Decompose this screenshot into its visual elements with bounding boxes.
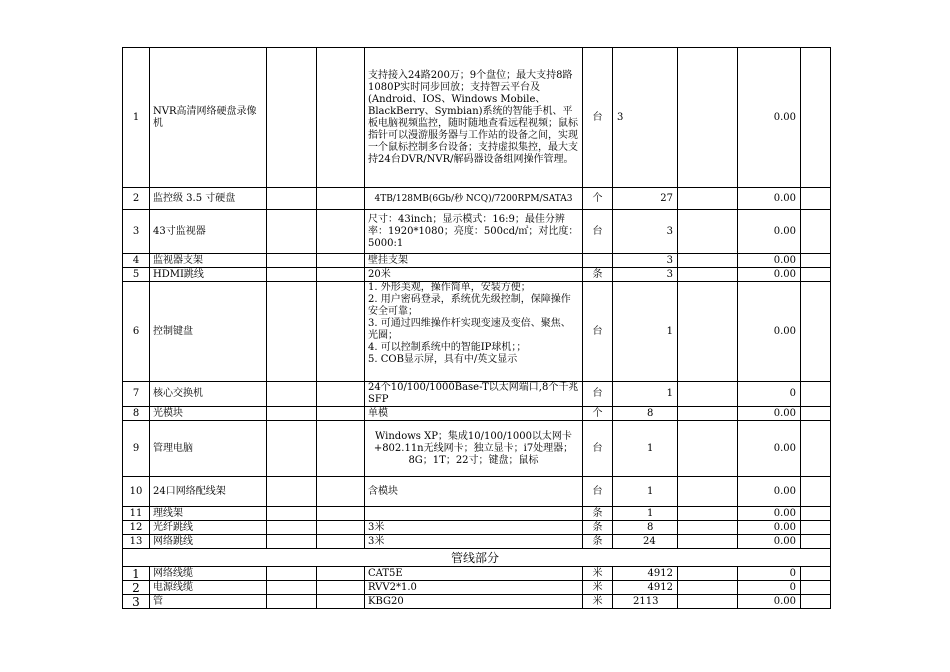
item-spec: 3米 xyxy=(365,521,583,535)
empty-cell xyxy=(317,477,365,507)
empty-cell xyxy=(801,407,831,421)
item-amount: 0.00 xyxy=(738,210,801,254)
empty-cell xyxy=(267,268,317,282)
empty-cell xyxy=(678,507,738,521)
item-amount: 0.00 xyxy=(738,268,801,282)
row-number: 2 xyxy=(123,581,150,595)
empty-cell xyxy=(317,521,365,535)
table-row xyxy=(123,421,831,477)
empty-cell xyxy=(317,188,365,210)
table-row xyxy=(123,567,831,581)
empty-cell xyxy=(267,567,317,581)
table-row xyxy=(123,382,831,407)
item-amount: 0 xyxy=(738,581,801,595)
item-unit: 米 xyxy=(583,567,613,581)
item-amount: 0.00 xyxy=(738,421,801,477)
item-spec: 含模块 xyxy=(365,477,583,507)
item-quantity: 4912 xyxy=(613,581,678,595)
empty-cell xyxy=(801,521,831,535)
row-number: 1 xyxy=(123,567,150,581)
item-amount: 0 xyxy=(738,382,801,407)
item-name: NVR高清网络硬盘录像机 xyxy=(150,48,267,188)
item-quantity: 4912 xyxy=(613,567,678,581)
empty-cell xyxy=(317,382,365,407)
item-quantity: 3 xyxy=(613,210,678,254)
item-quantity: 24 xyxy=(613,535,678,549)
item-amount: 0.00 xyxy=(738,507,801,521)
item-unit xyxy=(583,254,613,268)
row-number: 12 xyxy=(123,521,150,535)
row-number: 4 xyxy=(123,254,150,268)
item-quantity: 27 xyxy=(613,188,678,210)
empty-cell xyxy=(801,282,831,382)
empty-cell xyxy=(801,382,831,407)
item-quantity: 8 xyxy=(613,407,678,421)
empty-cell xyxy=(801,535,831,549)
empty-cell xyxy=(317,210,365,254)
empty-cell xyxy=(317,268,365,282)
item-name: 控制键盘 xyxy=(150,282,267,382)
item-unit: 米 xyxy=(583,581,613,595)
item-name: 网络跳线 xyxy=(150,535,267,549)
empty-cell xyxy=(317,581,365,595)
empty-cell xyxy=(317,407,365,421)
table-row xyxy=(123,282,831,382)
empty-cell xyxy=(678,188,738,210)
item-spec: CAT5E xyxy=(365,567,583,581)
empty-cell xyxy=(678,595,738,609)
item-amount: 0 xyxy=(738,567,801,581)
row-number: 7 xyxy=(123,382,150,407)
item-name: HDMI跳线 xyxy=(150,268,267,282)
item-quantity: 1 xyxy=(613,477,678,507)
empty-cell xyxy=(267,188,317,210)
item-amount: 0.00 xyxy=(738,595,801,609)
section-title: 管线部分 xyxy=(150,549,801,567)
empty-cell xyxy=(317,48,365,188)
item-spec: 单模 xyxy=(365,407,583,421)
empty-cell xyxy=(317,282,365,382)
item-quantity: 1 xyxy=(613,282,678,382)
item-quantity: 3 xyxy=(613,254,678,268)
empty-cell xyxy=(801,567,831,581)
item-amount: 0.00 xyxy=(738,535,801,549)
item-unit: 台 xyxy=(583,210,613,254)
section-row xyxy=(123,549,831,567)
item-name: 理线架 xyxy=(150,507,267,521)
empty-cell xyxy=(317,595,365,609)
empty-cell xyxy=(678,407,738,421)
item-spec: 尺寸：43inch；显示模式：16:9；最佳分辨率：1920*1080；亮度：500cd/㎡；对比度：5000:1 xyxy=(365,210,583,254)
empty-cell xyxy=(267,581,317,595)
item-unit: 台 xyxy=(583,477,613,507)
empty-cell xyxy=(801,48,831,188)
item-quantity: 1 xyxy=(613,507,678,521)
item-amount: 0.00 xyxy=(738,48,801,188)
empty-cell xyxy=(678,254,738,268)
empty-cell xyxy=(123,549,150,567)
row-number: 8 xyxy=(123,407,150,421)
empty-cell xyxy=(678,382,738,407)
empty-cell xyxy=(267,595,317,609)
item-spec: 24个10/100/1000Base-T以太网端口,8个千兆SFP xyxy=(365,382,583,407)
empty-cell xyxy=(678,535,738,549)
item-amount: 0.00 xyxy=(738,477,801,507)
empty-cell xyxy=(317,507,365,521)
item-quantity: 2113 xyxy=(613,595,678,609)
empty-cell xyxy=(678,210,738,254)
empty-cell xyxy=(267,254,317,268)
empty-cell xyxy=(801,268,831,282)
item-name: 核心交换机 xyxy=(150,382,267,407)
item-spec: 支持接入24路200万；9个盘位；最大支持8路1080P实时同步回放；支持智云平台及(Android、IOS、Windows Mobile、BlackBerry、Symbian)系统的智能手机、平板电脑视频监控，随时随地查看远程视频；鼠标指针可以漫游服务器与工作站的设备之间，实现一个鼠标控制多台设备；支持虚拟集控，最大支持24台DVR/NVR/解码器设备组网操作管理。 xyxy=(365,48,583,188)
empty-cell xyxy=(678,581,738,595)
item-name: 24口网络配线架 xyxy=(150,477,267,507)
row-number: 5 xyxy=(123,268,150,282)
table-row xyxy=(123,521,831,535)
empty-cell xyxy=(678,268,738,282)
empty-cell xyxy=(678,48,738,188)
empty-cell xyxy=(317,567,365,581)
row-number: 3 xyxy=(123,210,150,254)
item-unit: 米 xyxy=(583,595,613,609)
item-spec: 壁挂支架 xyxy=(365,254,583,268)
item-unit: 条 xyxy=(583,268,613,282)
empty-cell xyxy=(267,382,317,407)
row-number: 6 xyxy=(123,282,150,382)
item-spec: 3米 xyxy=(365,535,583,549)
table-row xyxy=(123,210,831,254)
table-row xyxy=(123,581,831,595)
item-quantity: 3 xyxy=(613,48,678,188)
item-name: 监视器支架 xyxy=(150,254,267,268)
item-unit: 个 xyxy=(583,407,613,421)
empty-cell xyxy=(801,188,831,210)
empty-cell xyxy=(317,535,365,549)
empty-cell xyxy=(267,282,317,382)
empty-cell xyxy=(267,477,317,507)
empty-cell xyxy=(801,254,831,268)
row-number: 13 xyxy=(123,535,150,549)
item-unit: 条 xyxy=(583,521,613,535)
empty-cell xyxy=(267,507,317,521)
row-number: 10 xyxy=(123,477,150,507)
row-number: 3 xyxy=(123,595,150,609)
table-row xyxy=(123,507,831,521)
empty-cell xyxy=(267,407,317,421)
item-amount: 0.00 xyxy=(738,521,801,535)
item-unit: 条 xyxy=(583,535,613,549)
item-spec: 20米 xyxy=(365,268,583,282)
empty-cell xyxy=(801,595,831,609)
item-spec xyxy=(365,507,583,521)
item-name: 光模块 xyxy=(150,407,267,421)
table-row xyxy=(123,535,831,549)
empty-cell xyxy=(267,535,317,549)
empty-cell xyxy=(267,210,317,254)
item-amount: 0.00 xyxy=(738,407,801,421)
row-number: 11 xyxy=(123,507,150,521)
empty-cell xyxy=(678,521,738,535)
empty-cell xyxy=(801,507,831,521)
item-spec: RVV2*1.0 xyxy=(365,581,583,595)
item-unit: 台 xyxy=(583,48,613,188)
item-spec: KBG20 xyxy=(365,595,583,609)
item-quantity: 3 xyxy=(613,268,678,282)
empty-cell xyxy=(801,549,831,567)
item-unit: 个 xyxy=(583,188,613,210)
item-name: 网络线缆 xyxy=(150,567,267,581)
item-amount: 0.00 xyxy=(738,188,801,210)
empty-cell xyxy=(267,521,317,535)
empty-cell xyxy=(801,421,831,477)
empty-cell xyxy=(267,421,317,477)
item-amount: 0.00 xyxy=(738,282,801,382)
item-spec: Windows XP；集成10/100/1000以太网卡+802.11n无线网卡；独立显卡；i7处理器；8G；1T；22寸；键盘；鼠标 xyxy=(365,421,583,477)
empty-cell xyxy=(678,477,738,507)
item-unit: 台 xyxy=(583,421,613,477)
item-unit: 条 xyxy=(583,507,613,521)
item-name: 电源线缆 xyxy=(150,581,267,595)
table-row xyxy=(123,268,831,282)
row-number: 2 xyxy=(123,188,150,210)
row-number: 9 xyxy=(123,421,150,477)
item-name: 43寸监视器 xyxy=(150,210,267,254)
table-row xyxy=(123,407,831,421)
empty-cell xyxy=(267,48,317,188)
item-unit: 台 xyxy=(583,282,613,382)
empty-cell xyxy=(801,581,831,595)
equipment-table xyxy=(122,47,831,609)
item-name: 管理电脑 xyxy=(150,421,267,477)
table-row xyxy=(123,595,831,609)
empty-cell xyxy=(678,282,738,382)
item-quantity: 8 xyxy=(613,521,678,535)
empty-cell xyxy=(678,421,738,477)
item-unit: 台 xyxy=(583,382,613,407)
empty-cell xyxy=(317,254,365,268)
item-name: 管 xyxy=(150,595,267,609)
item-quantity: 1 xyxy=(613,421,678,477)
row-number: 1 xyxy=(123,48,150,188)
table-row xyxy=(123,477,831,507)
item-spec: 1. 外形美观，操作简单，安装方便； 2. 用户密码登录，系统优先级控制，保障操作安全可靠； 3. 可通过四维操作杆实现变速及变倍、聚焦、光圈； 4. 可以控制系统中的智能IP球机；； 5. COB显示屏，具有中/英文显示 xyxy=(365,282,583,382)
item-spec: 4TB/128MB(6Gb/秒 NCQ)/7200RPM/SATA3 xyxy=(365,188,583,210)
item-quantity: 1 xyxy=(613,382,678,407)
item-name: 光纤跳线 xyxy=(150,521,267,535)
empty-cell xyxy=(678,567,738,581)
empty-cell xyxy=(801,477,831,507)
item-amount: 0.00 xyxy=(738,254,801,268)
table-row xyxy=(123,188,831,210)
table-row xyxy=(123,254,831,268)
table-row xyxy=(123,48,831,188)
empty-cell xyxy=(801,210,831,254)
item-name: 监控级 3.5 寸硬盘 xyxy=(150,188,267,210)
empty-cell xyxy=(317,421,365,477)
